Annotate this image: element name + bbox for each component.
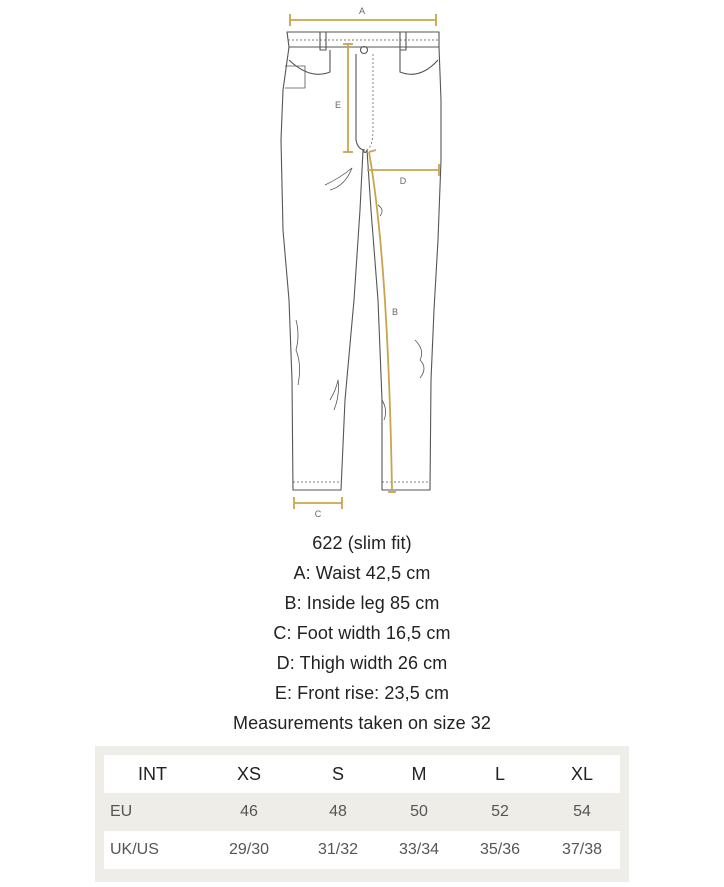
dimension-label-e: E [334, 100, 342, 110]
row-label-eu: EU [104, 793, 204, 831]
table-row [104, 831, 620, 869]
row-label-ukus: UK/US [104, 831, 204, 869]
model-fit: 622 (slim fit) [312, 533, 412, 553]
table-cell: 46 [204, 793, 294, 831]
header-xl: XL [544, 755, 620, 793]
header-int: INT [104, 755, 204, 793]
table-cell: 33/34 [382, 831, 456, 869]
dimension-label-d: D [399, 176, 407, 186]
spec-front-rise: E: Front rise: 23,5 cm [274, 683, 450, 703]
spec-foot-width: C: Foot width 16,5 cm [273, 623, 451, 643]
table-cell: 48 [294, 793, 382, 831]
measurement-lines [290, 14, 439, 509]
header-m: M [382, 755, 456, 793]
size-table-container [95, 746, 629, 882]
spec-inside-leg: B: Inside leg 85 cm [284, 593, 440, 613]
spec-thigh-width: D: Thigh width 26 cm [276, 653, 448, 673]
table-cell: 35/36 [456, 831, 544, 869]
table-cell: 29/30 [204, 831, 294, 869]
header-s: S [294, 755, 382, 793]
spec-waist: A: Waist 42,5 cm [293, 563, 431, 583]
measurement-specs [0, 528, 724, 738]
size-table-header [104, 755, 620, 793]
dimension-label-b: B [391, 307, 399, 317]
table-row [104, 793, 620, 831]
table-cell: 50 [382, 793, 456, 831]
header-l: L [456, 755, 544, 793]
table-cell: 52 [456, 793, 544, 831]
jeans-outline [281, 32, 441, 490]
table-cell: 31/32 [294, 831, 382, 869]
size-table [104, 755, 620, 869]
header-xs: XS [204, 755, 294, 793]
measurement-note: Measurements taken on size 32 [232, 713, 492, 733]
dimension-label-c: C [314, 509, 322, 519]
dimension-labels [315, 6, 407, 519]
dimension-label-a: A [358, 6, 366, 16]
table-cell: 37/38 [544, 831, 620, 869]
table-cell: 54 [544, 793, 620, 831]
